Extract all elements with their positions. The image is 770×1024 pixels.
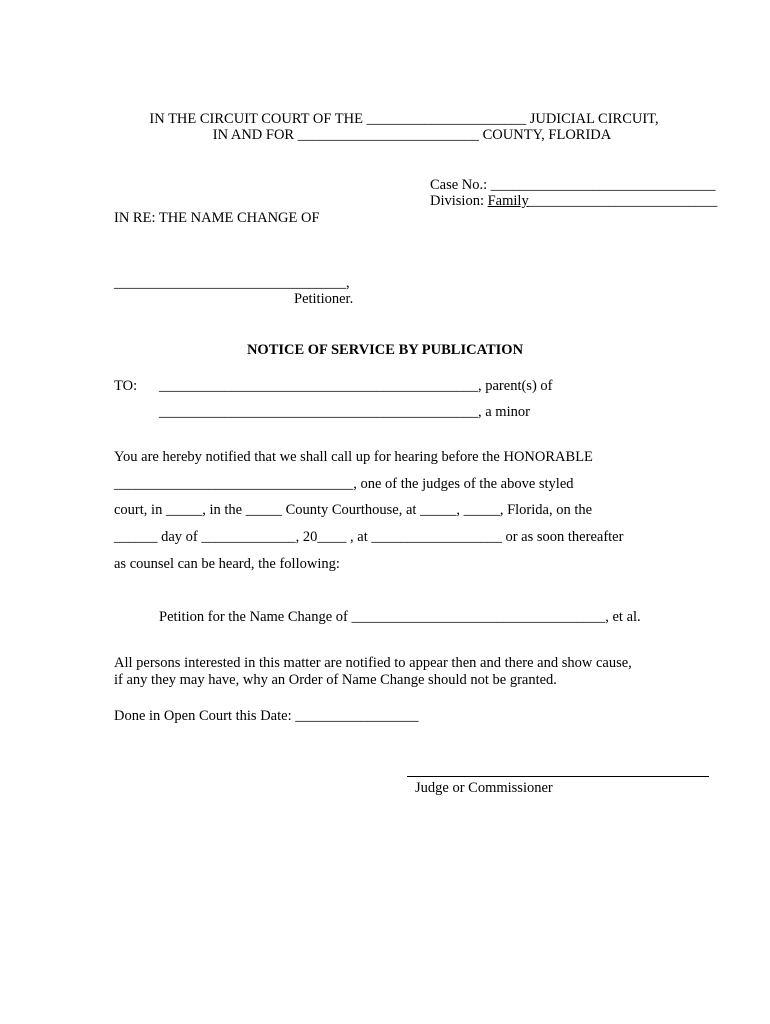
in-re-heading: IN RE: THE NAME CHANGE OF: [114, 210, 320, 226]
case-number: Case No.: _______________________________: [430, 177, 716, 193]
petitioner-label: Petitioner.: [294, 291, 354, 307]
signature-rule: [407, 776, 709, 777]
to-parents-line: ____________________________________________, parent(s) of: [159, 378, 553, 394]
to-minor-line: ____________________________________________, a minor: [159, 404, 530, 420]
persons-notice-line: if any they may have, why an Order of Name Change should not be granted.: [114, 672, 557, 688]
notice-body-line: court, in _____, in the _____ County Courthouse, at _____, _____, Florida, on the: [114, 502, 593, 518]
done-in-open-court-line: Done in Open Court this Date: _________________: [114, 708, 419, 724]
notice-body-line: ______ day of _____________, 20____ , at __________________ or as soon thereafter: [114, 529, 624, 545]
signature-label: Judge or Commissioner: [415, 780, 553, 796]
notice-body-line: You are hereby notified that we shall call up for hearing before the HONORABLE: [114, 449, 593, 465]
notice-body-line: as counsel can be heard, the following:: [114, 556, 340, 572]
notice-body-line: _________________________________, one of the judges of the above styled: [114, 476, 574, 492]
petition-line: Petition for the Name Change of ___________________________________, et al.: [159, 609, 641, 625]
persons-notice-line: All persons interested in this matter are notified to appear then and there and show cause,: [114, 655, 632, 671]
court-caption-line-2: IN AND FOR _________________________ COUNTY, FLORIDA: [212, 127, 612, 143]
to-label: TO:: [114, 378, 138, 394]
document-title: NOTICE OF SERVICE BY PUBLICATION: [246, 342, 524, 358]
division-label: Division:: [430, 193, 488, 209]
court-caption-line-1: IN THE CIRCUIT COURT OF THE ______________________ JUDICIAL CIRCUIT,: [149, 111, 659, 127]
division-value: Family: [487, 193, 529, 209]
division: [430, 193, 717, 210]
division-blank: __________________________: [528, 193, 718, 209]
petitioner-name-blank: ________________________________,: [114, 275, 350, 291]
